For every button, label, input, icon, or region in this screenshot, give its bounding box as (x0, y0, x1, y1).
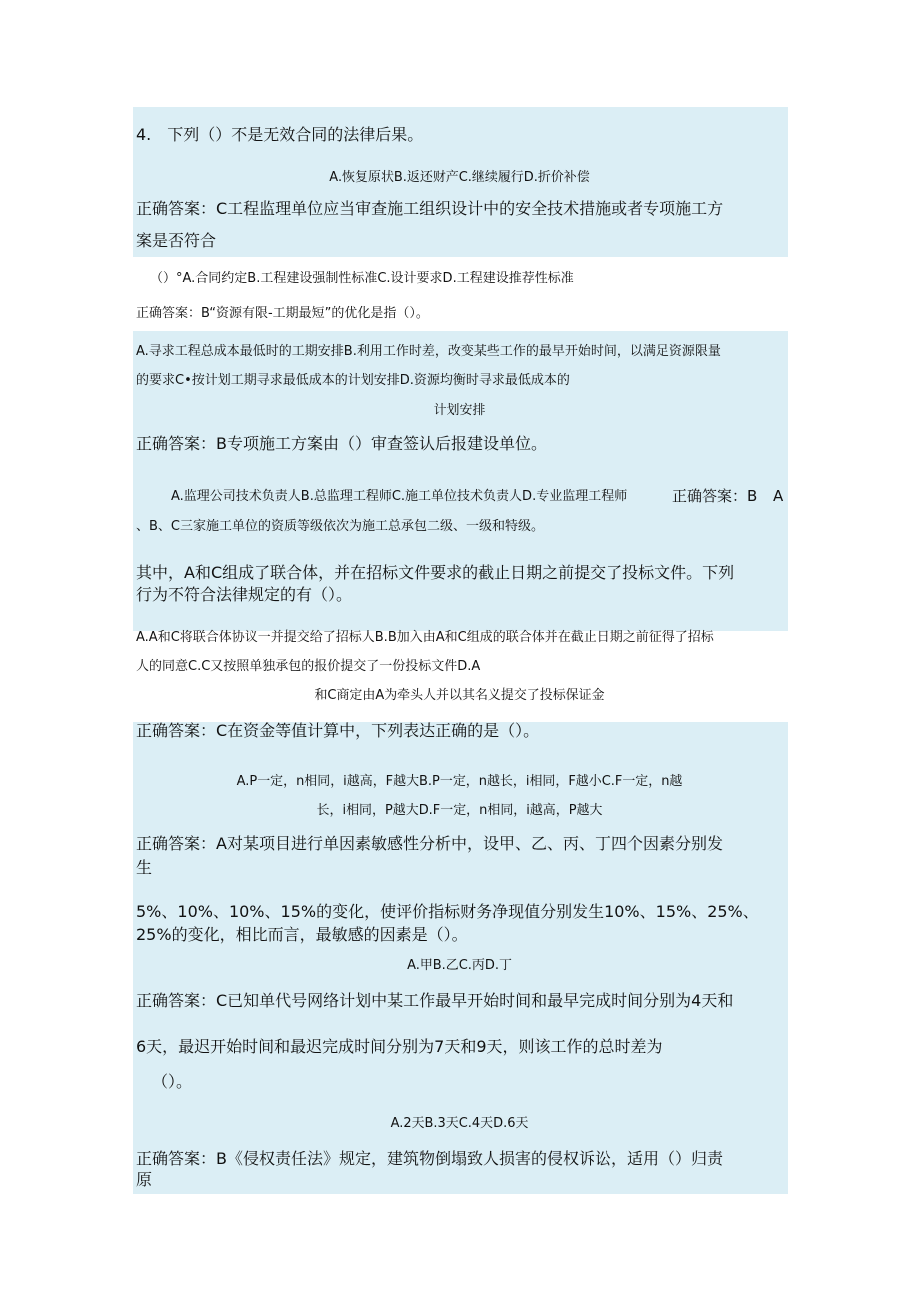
question-text: 行为不符合法律规定的有（）。 (136, 585, 353, 604)
question-text: 25%的变化，相比而言，最敏感的因素是（）。 (136, 925, 468, 944)
options-line: 长，i相同，P越大D.F一定，n相同，i越高，P越大 (316, 803, 603, 818)
options-line: A.甲B.乙C.丙D.丁 (407, 958, 512, 973)
answer-line: 正确答案：B《侵权责任法》规定，建筑物倒塌致人损害的侵权诉讼，适用（）归责 (136, 1149, 723, 1168)
question-text: 6天，最迟开始时间和最迟完成时间分别为7天和9天，则该工作的总时差为 (136, 1037, 663, 1056)
question-text: A (773, 487, 784, 505)
question-text: 5%、10%、10%、15%的变化，使评价指标财务净现值分别发生10%、15%、25%、 (136, 902, 759, 921)
answer-line: 正确答案：B (672, 487, 758, 505)
options-line: A.2天B.3天C.4天D.6天 (390, 1116, 529, 1131)
options-line: （）°A.合同约定B.工程建设强制性标准C.设计要求D.工程建设推荐性标准 (150, 271, 574, 286)
answer-line: 正确答案：B专项施工方案由（）审查签认后报建设单位。 (136, 434, 547, 453)
question-text: 、B、C三家施工单位的资质等级依次为施工总承包二级、一级和特级。 (136, 519, 544, 534)
options-line: A.监理公司技术负责人B.总监理工程师C.施工单位技术负责人D.专业监理工程师 (171, 489, 628, 504)
options-line: A.恢复原状B.返还财产C.继续履行D.折价补偿 (329, 170, 590, 185)
options-line: A.寻求工程总成本最低时的工期安排B.利用工作时差，改变某些工作的最早开始时间，以满足资源限量 (136, 344, 721, 359)
question-text: 原 (136, 1170, 153, 1189)
options-line: A.A和C将联合体协议一并提交给了招标人B.B加入由A和C组成的联合体并在截止日期之前征得了招标 (136, 630, 714, 645)
answer-line: 正确答案：C已知单代号网络计划中某工作最早开始时间和最早完成时间分别为4天和 (136, 991, 734, 1010)
question-4: 4. 下列（）不是无效合同的法律后果。 (136, 125, 424, 144)
answer-line: 正确答案：C工程监理单位应当审查施工组织设计中的安全技术措施或者专项施工方 (136, 199, 724, 218)
question-text: 生 (136, 858, 153, 877)
answer-line: 正确答案：A对某项目进行单因素敏感性分析中，设甲、乙、丙、丁四个因素分别发 (136, 834, 723, 853)
question-text: 其中，A和C组成了联合体，并在招标文件要求的截止日期之前提交了投标文件。下列 (136, 563, 735, 582)
answer-line: 正确答案：B“资源有限-工期最短”的优化是指（）。 (136, 306, 429, 321)
options-line: 的要求C•按计划工期寻求最低成本的计划安排D.资源均衡时寻求最低成本的 (136, 373, 570, 388)
answer-line: 正确答案：C在资金等值计算中，下列表达正确的是（）。 (136, 721, 540, 740)
options-line: 人的同意C.C又按照单独承包的报价提交了一份投标文件D.A (136, 659, 481, 674)
options-line: A.P一定，n相同，i越高，F越大B.P一定，n越长，i相同，F越小C.F一定，n越 (236, 774, 683, 789)
options-line: 和C商定由A为牵头人并以其名义提交了投标保证金 (314, 688, 605, 703)
question-text: 案是否符合 (136, 231, 217, 250)
question-text: （）。 (152, 1072, 193, 1091)
options-line: 计划安排 (433, 403, 486, 418)
